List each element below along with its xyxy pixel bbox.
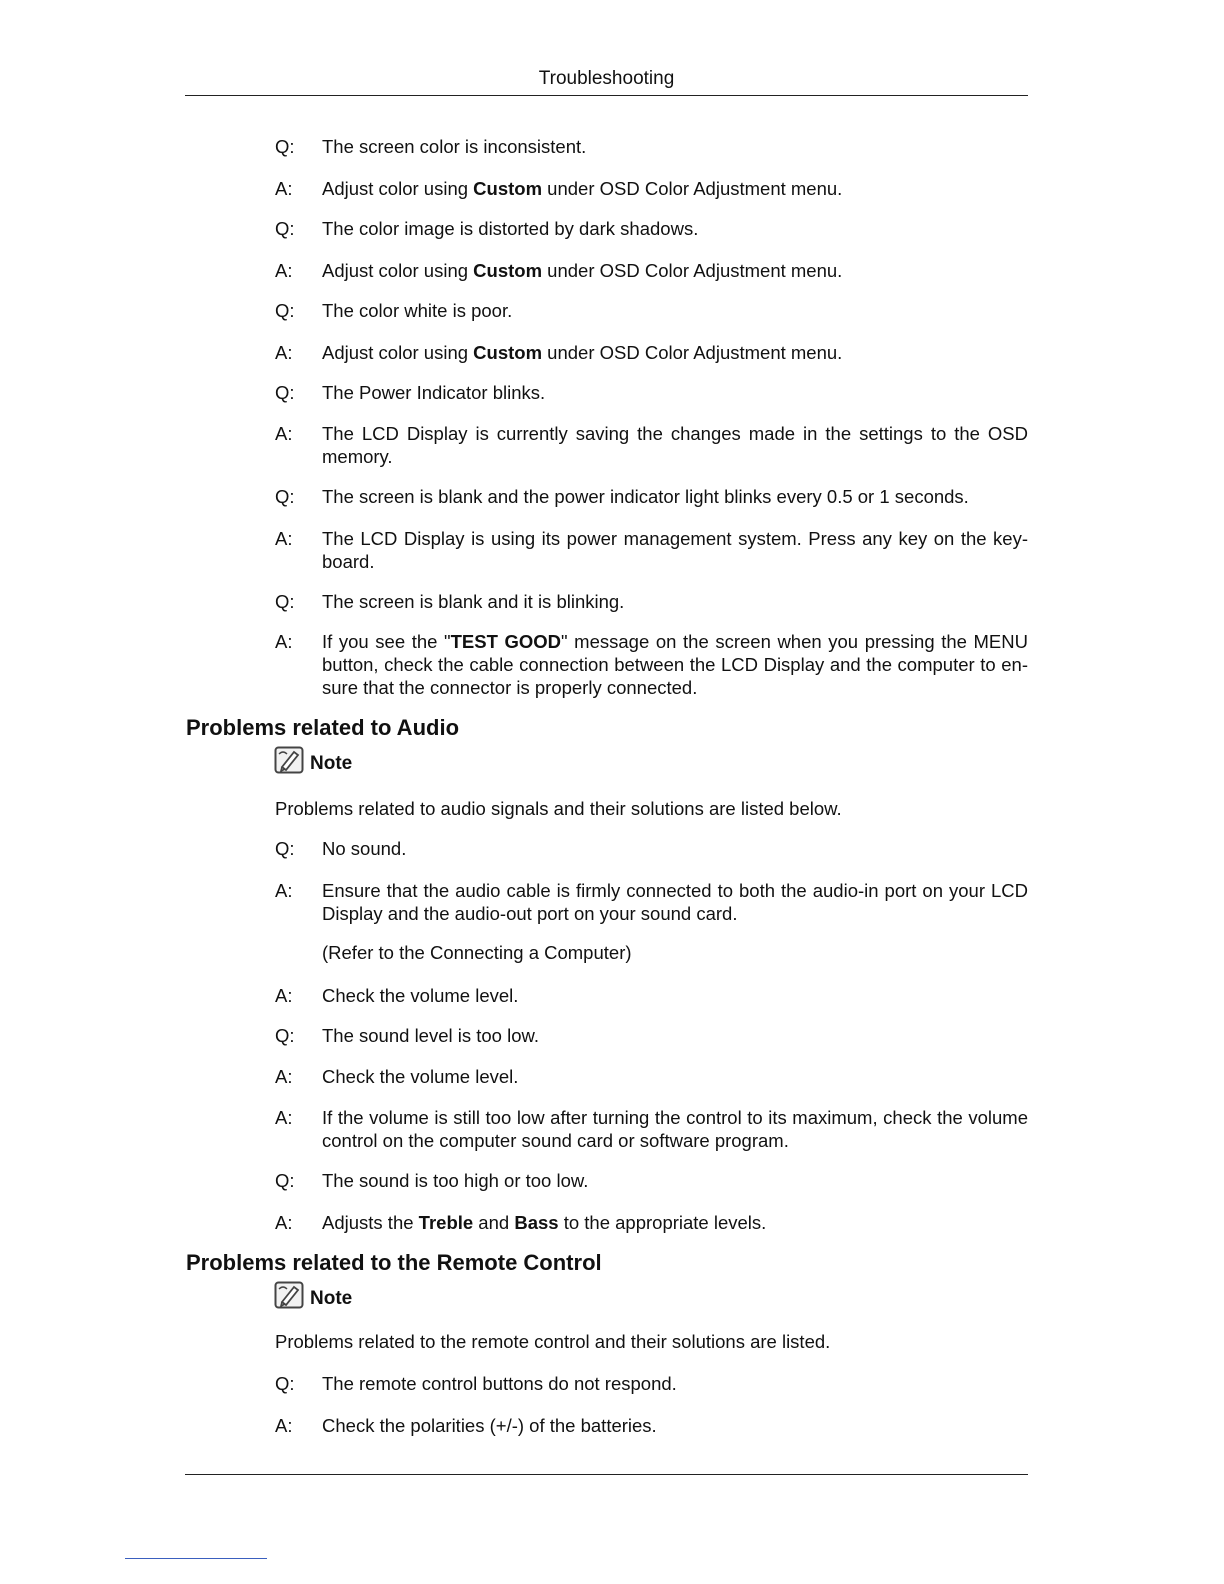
qa-tag: A: [275, 342, 293, 363]
note-pencil-icon [274, 746, 304, 774]
qa-tag: Q: [275, 838, 295, 859]
header-title: Troubleshooting [538, 68, 675, 89]
note-callout [274, 1279, 352, 1311]
qa-text: The color image is distorted by dark shadows. [322, 218, 699, 239]
qa-text: Adjust color using Custom under OSD Color Adjustment menu. [322, 178, 843, 199]
note-pencil-icon [274, 1281, 304, 1309]
qa-question [275, 1372, 1028, 1395]
qa-text: The Power Indicator blinks. [322, 382, 546, 403]
qa-answer [275, 1065, 1028, 1088]
bold-term: TEST GOOD [450, 631, 562, 652]
note-callout [274, 744, 352, 776]
qa-text: The LCD Display is currently saving the changes made in the settings to the OSD memory. [322, 423, 1028, 467]
qa-text: Adjust color using Custom under OSD Color Adjustment menu. [322, 342, 843, 363]
qa-text: If the volume is still too low after turning the control to its maximum, check the volume control on the computer sound card or software program. [322, 1107, 1028, 1151]
qa-tag: Q: [275, 486, 295, 507]
qa-question [275, 135, 1028, 158]
note-label: Note [310, 753, 353, 774]
qa-tag: Q: [275, 1373, 295, 1394]
qa-tag: A: [275, 631, 293, 652]
qa-tag: Q: [275, 591, 295, 612]
qa-text: The LCD Display is using its power management system. Press any key on the key-board. [322, 528, 1028, 572]
qa-question [275, 837, 1028, 860]
footer-rule [185, 1474, 1028, 1475]
qa-text: The sound level is too low. [322, 1025, 539, 1046]
qa-text: If you see the "TEST GOOD" message on the screen when you pressing the MENU button, check the cable connection between the LCD Display and the computer to en-sure that the connector is properly connected. [322, 631, 1028, 698]
qa-tag: Q: [275, 300, 295, 321]
qa-tag: Q: [275, 1025, 295, 1046]
qa-tag: Q: [275, 382, 295, 403]
qa-question [275, 381, 1028, 404]
qa-tag: A: [275, 1212, 293, 1233]
qa-tag: A: [275, 1066, 293, 1087]
qa-text: Adjusts the Treble and Bass to the appropriate levels. [322, 1212, 767, 1233]
qa-text: Ensure that the audio cable is firmly connected to both the audio-in port on your LCD Display and the audio-out port on your sound card. [322, 880, 1028, 924]
qa-question [275, 590, 1028, 613]
page-corner-rule [125, 1558, 267, 1559]
qa-answer [275, 1211, 1028, 1234]
qa-text: Check the polarities (+/-) of the batteries. [322, 1415, 657, 1436]
qa-tag: A: [275, 1415, 293, 1436]
qa-text: Check the volume level. [322, 985, 519, 1006]
qa-answer [275, 1414, 1028, 1437]
qa-answer [275, 422, 1028, 468]
qa-tag: A: [275, 1107, 293, 1128]
remote-intro: Problems related to the remote control and their solutions are listed. [275, 1331, 831, 1352]
qa-text: The color white is poor. [322, 300, 513, 321]
bold-term: Treble [418, 1212, 474, 1233]
qa-tag: A: [275, 260, 293, 281]
qa-tag: Q: [275, 1170, 295, 1191]
qa-tag: A: [275, 528, 293, 549]
qa-text: The screen is blank and the power indicator light blinks every 0.5 or 1 seconds. [322, 486, 969, 507]
qa-text: The sound is too high or too low. [322, 1170, 589, 1191]
section-title-remote: Problems related to the Remote Control [186, 1250, 602, 1275]
qa-answer [275, 984, 1028, 1007]
qa-answer [275, 177, 1028, 200]
bold-term: Custom [473, 342, 543, 363]
qa-text: The screen color is inconsistent. [322, 136, 587, 157]
qa-tag: A: [275, 985, 293, 1006]
bold-term: Custom [473, 178, 543, 199]
qa-text: Check the volume level. [322, 1066, 519, 1087]
qa-text: No sound. [322, 838, 407, 859]
qa-answer [275, 341, 1028, 364]
qa-question [275, 1024, 1028, 1047]
qa-text: The screen is blank and it is blinking. [322, 591, 625, 612]
note-label: Note [310, 1288, 353, 1309]
qa-answer [275, 1106, 1028, 1152]
section-title-audio: Problems related to Audio [186, 715, 460, 740]
qa-answer [275, 259, 1028, 282]
qa-question [275, 1169, 1028, 1192]
qa-tag: A: [275, 880, 293, 901]
page-header [185, 66, 1028, 96]
qa-tag: A: [275, 178, 293, 199]
bold-term: Bass [514, 1212, 559, 1233]
qa-answer [275, 527, 1028, 573]
qa-reference: (Refer to the Connecting a Computer) [322, 942, 632, 963]
qa-question [275, 217, 1028, 240]
bold-term: Custom [473, 260, 543, 281]
qa-text: The remote control buttons do not respond. [322, 1373, 677, 1394]
qa-question [275, 299, 1028, 322]
audio-intro: Problems related to audio signals and their solutions are listed below. [275, 798, 842, 819]
qa-question [275, 485, 1028, 508]
qa-tag: Q: [275, 136, 295, 157]
qa-answer [275, 630, 1028, 699]
qa-text: Adjust color using Custom under OSD Color Adjustment menu. [322, 260, 843, 281]
qa-tag: Q: [275, 218, 295, 239]
qa-answer [275, 879, 1028, 925]
qa-tag: A: [275, 423, 293, 444]
